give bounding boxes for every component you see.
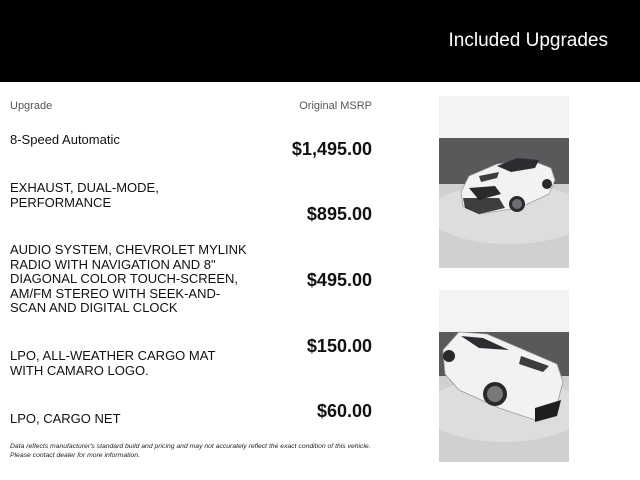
car-side-image [439, 290, 569, 462]
page-title: Included Upgrades [448, 30, 608, 51]
vehicle-photo-front [439, 96, 569, 268]
upgrade-price: $1,495.00 [291, 139, 372, 159]
header-bar [0, 0, 640, 82]
vehicle-photo-side [439, 290, 569, 462]
upgrade-name: LPO, ALL-WEATHER CARGO MAT WITH CAMARO LOGO. [10, 348, 216, 378]
disclaimer-text: Data reflects manufacturer's standard build and pricing and may not accurately reflect the exact condition of this vehicle. Please contact dealer for more information. [10, 443, 371, 459]
upgrade-name: 8-Speed Automatic [10, 132, 120, 147]
upgrade-price: $495.00 [306, 270, 372, 290]
column-header-msrp: Original MSRP [299, 100, 372, 112]
upgrade-name: EXHAUST, DUAL-MODE, PERFORMANCE [10, 180, 159, 210]
upgrade-price: $60.00 [316, 401, 372, 421]
upgrade-price: $895.00 [306, 204, 372, 224]
column-header-upgrade: Upgrade [10, 100, 53, 112]
upgrade-name: AUDIO SYSTEM, CHEVROLET MYLINK RADIO WITH NAVIGATION AND 8" DIAGONAL COLOR TOUCH-SCREEN, AM/FM STEREO WITH SEEK-AND-SCAN AND DIGITAL CLOCK [10, 242, 247, 315]
upgrade-name: LPO, CARGO NET [10, 411, 121, 426]
upgrade-price: $150.00 [306, 336, 372, 356]
car-front-image [439, 96, 569, 268]
